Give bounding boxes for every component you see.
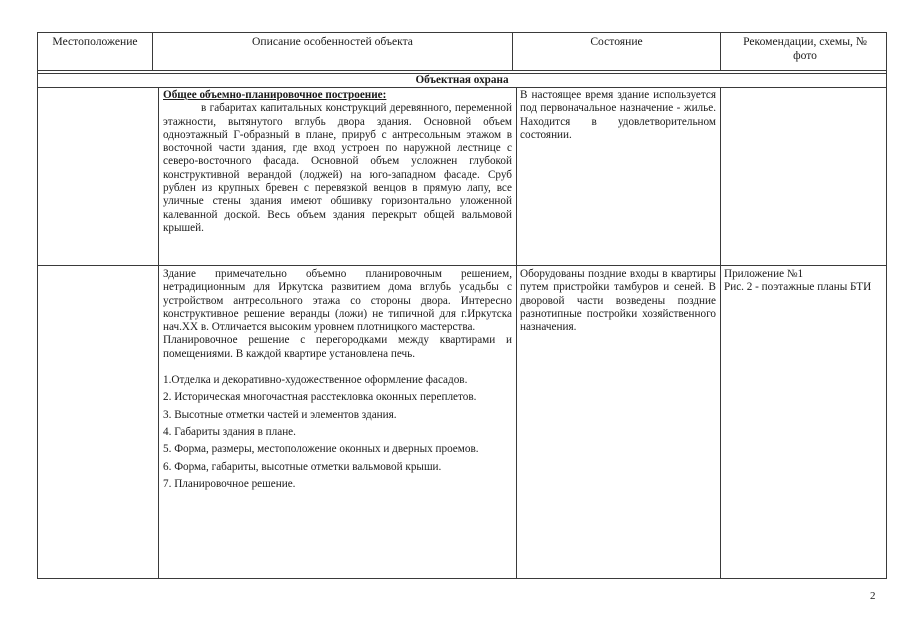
feature-item: 6. Форма, габариты, высотные отметки вальмовой крыши. <box>163 460 442 473</box>
feature-item: 3. Высотные отметки частей и элементов здания. <box>163 408 397 421</box>
grid-line-header-bottom <box>37 70 887 71</box>
feature-item: 5. Форма, размеры, местоположение оконных и дверных проемов. <box>163 443 479 456</box>
grid-line-bottom <box>37 578 887 579</box>
feature-item: 1.Отделка и декоративно-художественное оформление фасадов. <box>163 374 468 387</box>
row2-description-paragraph-1: Здание примечательно объемно планировочным решением, нетрадиционным для Иркутска развитием дома вглубь усадьбы с устройством антресольного этажа со стороны двора. Интересно конструктивное решение веранды (ложи) не типичной для г.Иркутска нач.XX в. Отличается высоким уровнем плотницкого мастерства. <box>163 268 512 334</box>
feature-item: 7. Планировочное решение. <box>163 477 296 490</box>
row2-state: Оборудованы поздние входы в квартиры путем пристройки тамбуров и сеней. В дворовой части возведены поздние разнотипные постройки хозяйственного назначения. <box>520 268 716 334</box>
row1-description-title: Общее объемно-планировочное построение: <box>163 89 387 101</box>
header-state: Состояние <box>590 35 643 48</box>
row1-state: В настоящее время здание используется под первоначальное назначение - жилье. Находится в удовлетворительном состоянии. <box>520 89 716 141</box>
recommendation-figure: Рис. 2 - поэтажные планы БТИ <box>724 281 872 294</box>
section-band-title: Объектная охрана <box>415 74 509 86</box>
grid-line-col4-header <box>720 32 721 71</box>
row2-description-paragraph-2: Планировочное решение с перегородками между квартирами и помещениями. В каждой квартире установлена печь. <box>163 334 512 360</box>
grid-line-left <box>37 32 38 579</box>
row2-recommendations <box>724 268 874 295</box>
grid-line-top <box>37 32 887 33</box>
grid-line-col3-body <box>516 87 517 579</box>
grid-line-row1-bottom <box>37 265 887 266</box>
row1-description-text: в габаритах капитальных конструкций деревянного, переменной этажности, вытянутого вглубь двора здания. Основной объем одноэтажный Г-образный в плане, прируб с антресольным этажом в восточной части здания, где вход устроен по наружной лестнице с северо-восточного фасада. Основной объем усложнен глубокой конструктивной верандой (лоджей) на юго-западном фасаде. Сруб рублен из крупных бревен с перевязкой венцов в прямую лапу, все уличные стены здания имеют обшивку горизонтально уложенной калеванной доской. Весь объем здания перекрыт общей вальмовой крышей. <box>163 102 512 234</box>
page-number: 2 <box>870 590 876 602</box>
grid-line-right <box>886 32 887 579</box>
header-location: Местоположение <box>52 35 138 48</box>
header-description: Описание особенностей объекта <box>252 35 413 48</box>
feature-item: 4. Габариты здания в плане. <box>163 425 296 438</box>
recommendation-appendix: Приложение №1 <box>724 268 804 280</box>
header-recommendations: Рекомендации, схемы, № фото <box>743 35 867 62</box>
grid-line-band-bottom <box>37 87 887 88</box>
feature-item: 2. Историческая многочастная расстекловка оконных переплетов. <box>163 391 477 404</box>
grid-line-col2-body <box>158 87 159 579</box>
row1-description <box>163 89 512 235</box>
grid-line-col4-body <box>720 87 721 579</box>
row2-description <box>163 268 512 491</box>
